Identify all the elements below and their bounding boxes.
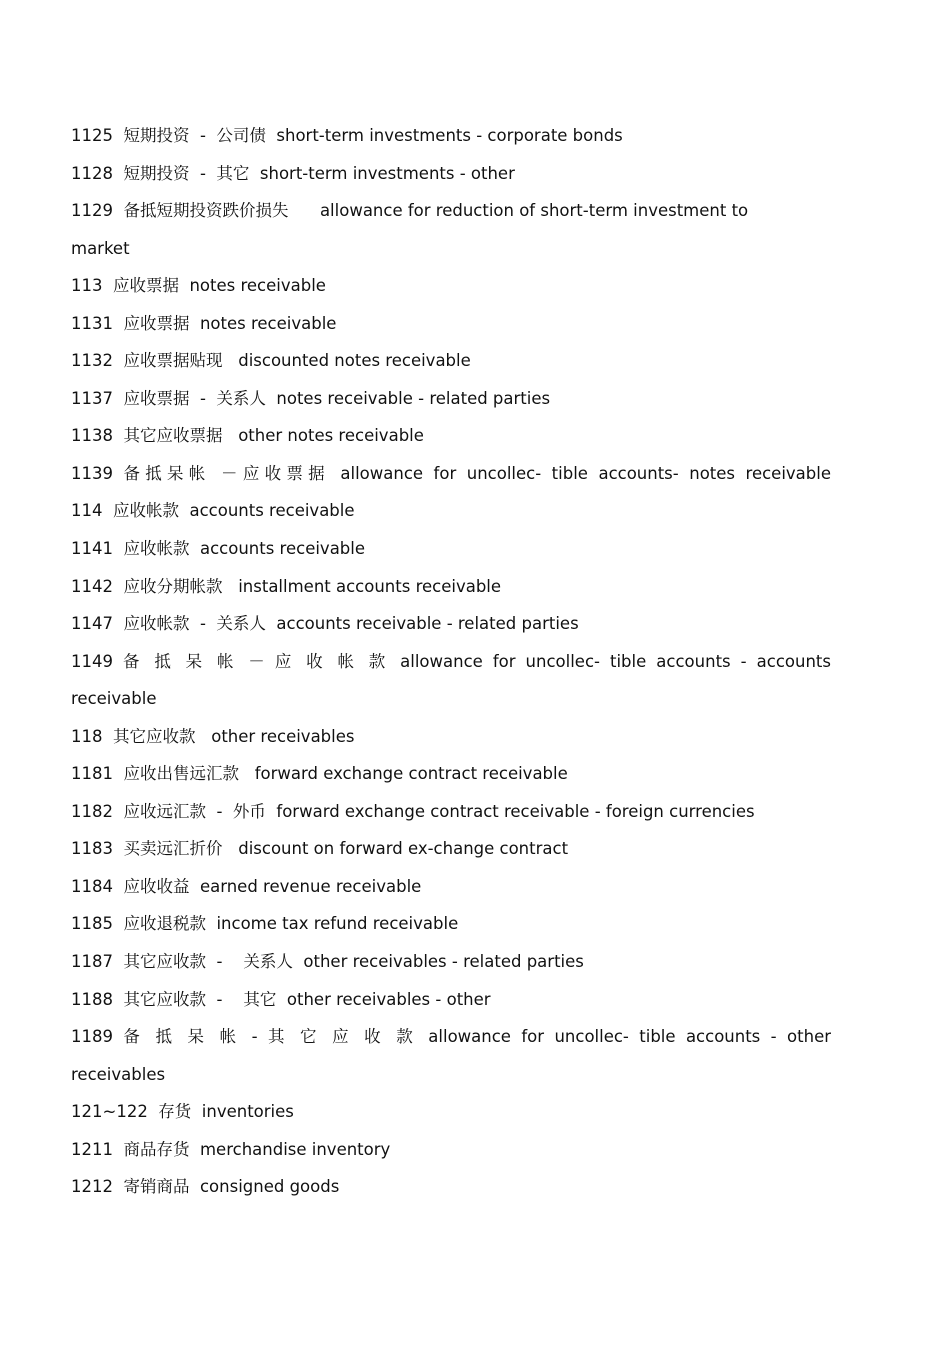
list-item: 1132 应收票据贴现 discounted notes receivable [71, 351, 471, 371]
list-item: 1129 备抵短期投资跌价损失 allowance for reduction of short-term investment to [71, 201, 749, 221]
list-item: 1131 应收票据 notes receivable [71, 313, 337, 333]
list-item: 1139 备抵呆帐 －应收票据 allowance for uncollec- tible accounts- notes receivable [71, 463, 831, 483]
list-item: 1183 买卖远汇折价 discount on forward ex-change contract [71, 839, 569, 859]
list-item: 121~122 存货 inventories [71, 1102, 294, 1122]
list-item: 114 应收帐款 accounts receivable [71, 501, 355, 521]
list-item: market [71, 238, 130, 258]
list-item: 1181 应收出售远汇款 forward exchange contract receivable [71, 764, 568, 784]
list-item: 1189 备 抵 呆 帐 - 其 它 应 收 款 allowance for uncollec- tible accounts - other [71, 1027, 831, 1047]
list-item: 1187 其它应收款 - 关系人 other receivables - related parties [71, 952, 584, 972]
list-item: 1184 应收收益 earned revenue receivable [71, 876, 422, 896]
list-item: 1138 其它应收票据 other notes receivable [71, 426, 424, 446]
list-item: 1142 应收分期帐款 installment accounts receivable [71, 576, 502, 596]
list-item: 1128 短期投资 - 其它 short-term investments - other [71, 163, 515, 183]
list-item: 1149 备 抵 呆 帐 － 应 收 帐 款 allowance for uncollec- tible accounts - accounts [71, 651, 831, 671]
list-item: receivable [71, 689, 157, 709]
list-item: 1212 寄销商品 consigned goods [71, 1177, 340, 1197]
list-item: 1182 应收远汇款 - 外币 forward exchange contract receivable - foreign currencies [71, 801, 755, 821]
list-item: 113 应收票据 notes receivable [71, 276, 326, 296]
list-item: 1147 应收帐款 - 关系人 accounts receivable - related parties [71, 614, 579, 634]
list-item: 118 其它应收款 other receivables [71, 726, 355, 746]
list-item: 1141 应收帐款 accounts receivable [71, 539, 366, 559]
list-item: 1188 其它应收款 - 其它 other receivables - other [71, 989, 491, 1009]
account-code-list [71, 117, 831, 1206]
list-item: 1137 应收票据 - 关系人 notes receivable - related parties [71, 388, 551, 408]
list-item: receivables [71, 1064, 166, 1084]
list-item: 1185 应收退税款 income tax refund receivable [71, 914, 459, 934]
list-item: 1211 商品存货 merchandise inventory [71, 1139, 391, 1159]
list-item: 1125 短期投资 - 公司债 short-term investments - corporate bonds [71, 126, 623, 145]
